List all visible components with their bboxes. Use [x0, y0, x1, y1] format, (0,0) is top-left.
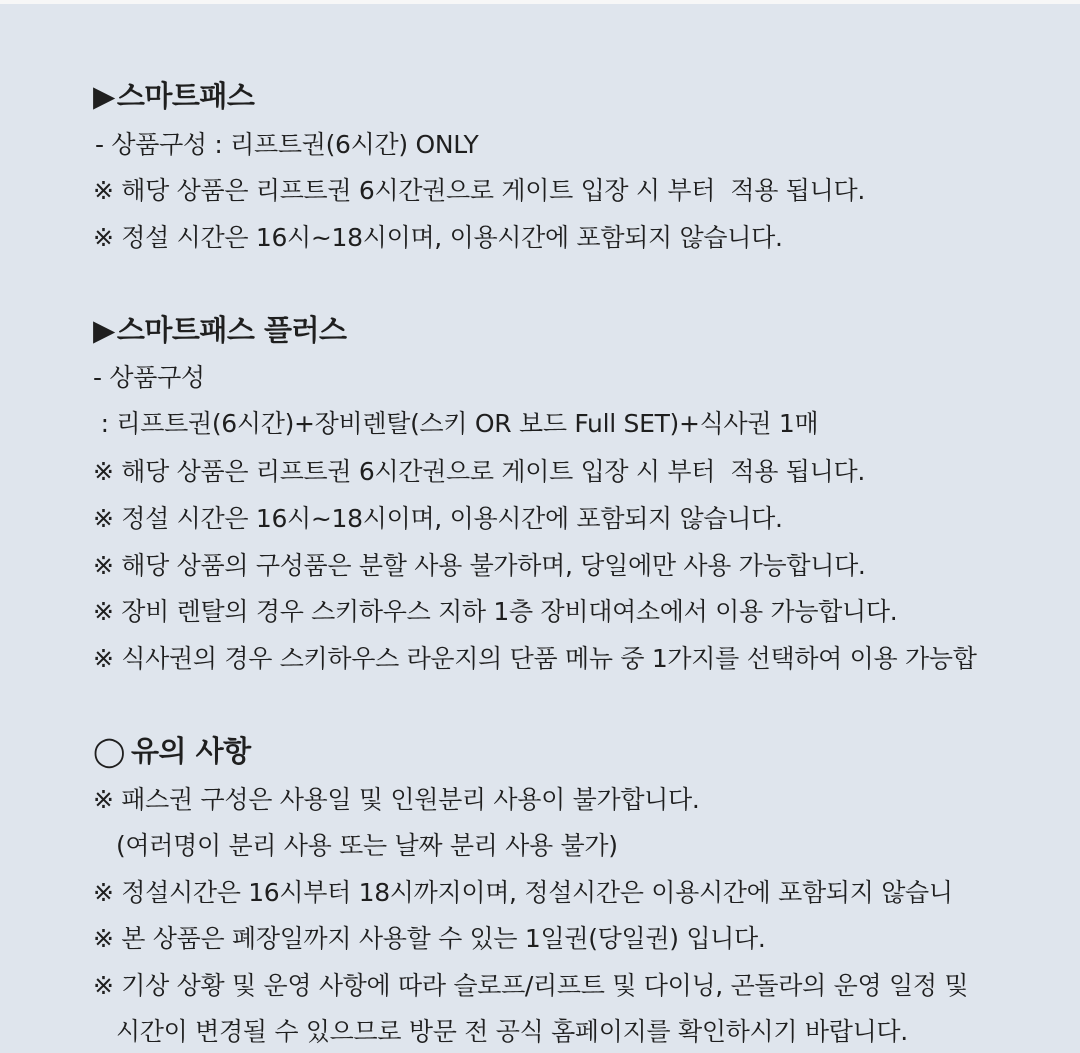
notice-line-1: ※ 패스권 구성은 사용일 및 인원분리 사용이 불가합니다.: [93, 785, 700, 814]
smart-pass-plus-line-6: ※ 장비 렌탈의 경우 스키하우스 지하 1층 장비대여소에서 이용 가능합니다.: [93, 597, 898, 626]
heading-text: 스마트패스 플러스: [116, 313, 347, 347]
heading-smart-pass-plus: [93, 312, 347, 348]
heading-text: 스마트패스: [116, 79, 255, 113]
smart-pass-line-2: ※ 해당 상품은 리프트권 6시간권으로 게이트 입장 시 부터 적용 됩니다.: [93, 176, 865, 205]
smart-pass-line-3: ※ 정설 시간은 16시~18시이며, 이용시간에 포함되지 않습니다.: [93, 223, 783, 252]
smart-pass-line-1: - 상품구성 : 리프트권(6시간) ONLY: [95, 130, 479, 159]
heading-smart-pass: [93, 78, 254, 114]
heading-notice: [93, 733, 251, 769]
heading-text: 유의 사항: [130, 734, 251, 768]
notice-line-3: ※ 정설시간은 16시부터 18시까지이며, 정설시간은 이용시간에 포함되지 않습니: [93, 878, 953, 907]
notice-line-2: (여러명이 분리 사용 또는 날짜 분리 사용 불가): [93, 831, 618, 860]
smart-pass-plus-line-5: ※ 해당 상품의 구성품은 분할 사용 불가하며, 당일에만 사용 가능합니다.: [93, 551, 866, 580]
smart-pass-plus-line-3: ※ 해당 상품은 리프트권 6시간권으로 게이트 입장 시 부터 적용 됩니다.: [93, 457, 865, 486]
notice-line-6: 시간이 변경될 수 있으므로 방문 전 공식 홈페이지를 확인하시기 바랍니다.: [93, 1017, 908, 1046]
triangle-bullet-icon: ▶: [93, 313, 115, 347]
notice-line-5: ※ 기상 상황 및 운영 사항에 따라 슬로프/리프트 및 다이닝, 곤돌라의 운영 일정 및: [93, 971, 969, 1000]
top-strip: [0, 0, 1080, 4]
smart-pass-plus-line-7: ※ 식사권의 경우 스키하우스 라운지의 단품 메뉴 중 1가지를 선택하여 이용 가능합: [93, 644, 977, 673]
smart-pass-plus-line-1: - 상품구성: [93, 363, 205, 392]
smart-pass-plus-line-2: : 리프트권(6시간)+장비렌탈(스키 OR 보드 Full SET)+식사권 1매: [93, 409, 819, 438]
circle-bullet-icon: ◯: [93, 734, 125, 768]
smart-pass-plus-line-4: ※ 정설 시간은 16시~18시이며, 이용시간에 포함되지 않습니다.: [93, 504, 783, 533]
triangle-bullet-icon: ▶: [93, 79, 115, 113]
notice-line-4: ※ 본 상품은 폐장일까지 사용할 수 있는 1일권(당일권) 입니다.: [93, 924, 766, 953]
